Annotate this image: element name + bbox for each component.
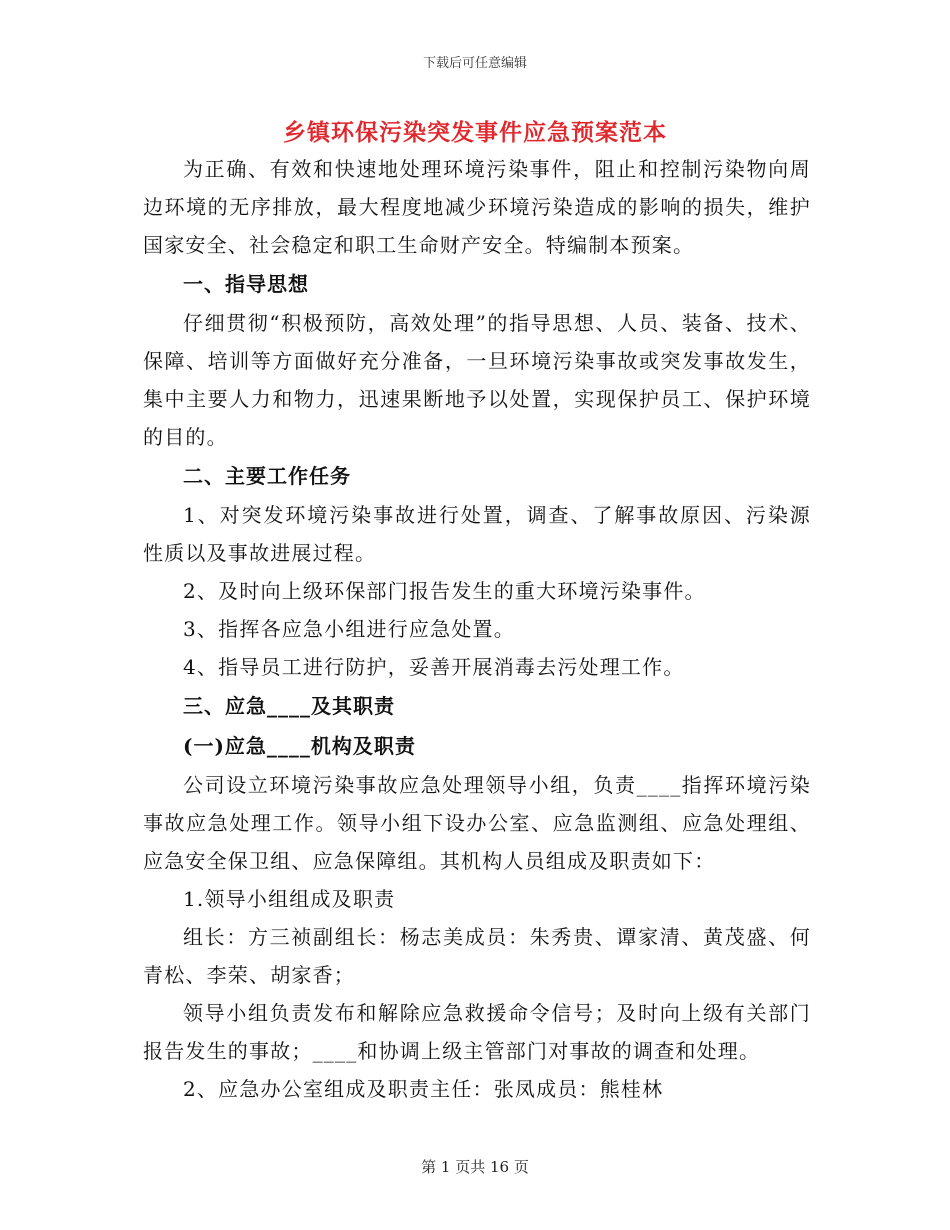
section-heading-emergency-duties: 三、应急____及其职责	[183, 694, 395, 718]
emergency-office-paragraph: 2、应急办公室组成及职责主任：张凤成员：熊桂林	[183, 1077, 664, 1101]
document-body	[143, 150, 811, 1108]
document-title: 乡镇环保污染突发事件应急预案范本	[283, 119, 667, 146]
guiding-ideology-paragraph: 仔细贯彻“积极预防，高效处理”的指导思想、人员、装备、技术、保障、培训等方面做好充分准备，一旦环境污染事故或突发事故发生，集中主要人力和物力，迅速果断地予以处置，实现保护员工、保护环境的目的。	[143, 311, 811, 449]
section-heading-guiding-ideology: 一、指导思想	[183, 272, 309, 296]
task-item-1: 1、对突发环境污染事故进行处置，调查、了解事故原因、污染源性质以及事故进展过程。	[143, 503, 811, 565]
task-item-4: 4、指导员工进行防护，妥善开展消毒去污处理工作。	[183, 655, 685, 679]
intro-paragraph: 为正确、有效和快速地处理环境污染事件，阻止和控制污染物向周边环境的无序排放，最大程度地减少环境污染造成的影响的损失，维护国家安全、社会稳定和职工生命财产安全。特编制本预案。	[143, 157, 811, 257]
leadership-duties-paragraph: 领导小组负责发布和解除应急救援命令信号；及时向上级有关部门报告发生的事故；____和协调上级主管部门对事故的调查和处理。	[143, 1001, 811, 1063]
organization-paragraph: 公司设立环境污染事故应急处理领导小组，负责____指挥环境污染事故应急处理工作。领导小组下设办公室、应急监测组、应急处理组、应急安全保卫组、应急保障组。其机构人员组成及职责如下：	[143, 773, 811, 873]
page-footer: 第 1 页共 16 页	[421, 1158, 529, 1176]
task-item-2: 2、及时向上级环保部门报告发生的重大环境污染事件。	[183, 579, 706, 603]
leadership-group-heading: 1.领导小组组成及职责	[183, 887, 396, 911]
page-header: 下载后可任意编辑	[422, 56, 527, 71]
subsection-heading-organization: (一)应急____机构及职责	[183, 734, 416, 758]
leadership-members-paragraph: 组长：方三祯副组长：杨志美成员：朱秀贵、谭家清、黄茂盛、何青松、李荣、胡家香；	[143, 925, 811, 987]
task-item-3: 3、指挥各应急小组进行应急处置。	[183, 617, 515, 641]
section-heading-main-tasks: 二、主要工作任务	[183, 464, 351, 488]
